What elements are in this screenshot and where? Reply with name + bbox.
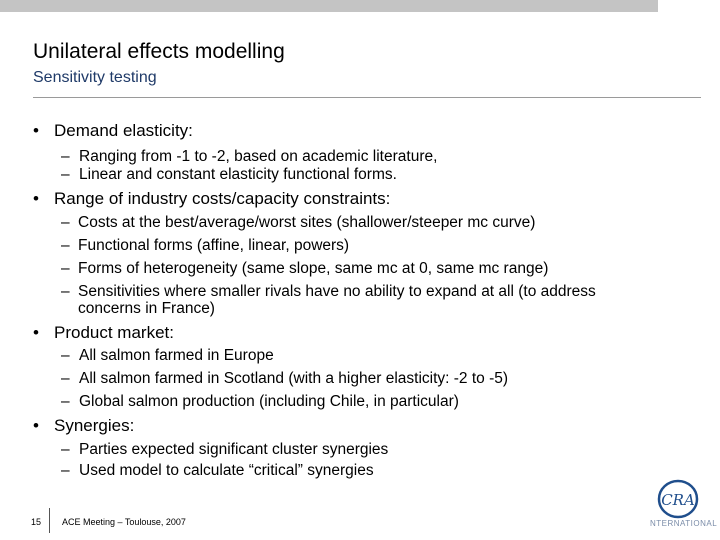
bullet-product-market [33,323,174,343]
bullet-marker: • [33,416,39,435]
bullet-demand-elasticity [33,121,193,141]
dash-marker: – [61,148,70,165]
sub-item-text: All salmon farmed in Scotland (with a higher elasticity: -2 to -5) [79,370,509,387]
logo-text: CRA [661,491,695,509]
title-divider [33,97,701,98]
sub-item-text: Parties expected significant cluster synergies [79,441,389,458]
dash-marker: – [61,462,70,479]
sub-item-text: Used model to calculate “critical” synergies [79,462,374,479]
dash-marker: – [61,260,70,277]
dash-marker: – [61,393,70,410]
sub-item-text: concerns in France) [78,300,215,317]
bullet-label: Synergies: [54,416,135,435]
dash-marker: – [61,166,70,183]
sub-item-text: Sensitivities where smaller rivals have no ability to expand at all (to address [78,283,596,300]
slide-title: Unilateral effects modelling [33,40,285,63]
cra-logo [656,479,700,519]
sub-item-text: Functional forms (affine, linear, powers) [78,237,350,254]
dash-marker: – [61,347,70,364]
bullet-marker: • [33,323,39,342]
sub-item-text: Linear and constant elasticity functional forms. [79,166,397,183]
sub-item-text: All salmon farmed in Europe [79,347,274,364]
dash-marker: – [61,214,70,231]
logo-subtext: NTERNATIONAL [650,519,718,528]
bullet-marker: • [33,121,39,140]
bullet-industry-costs [33,189,390,209]
bullet-label: Range of industry costs/capacity constraints: [54,189,391,208]
slide-subtitle: Sensitivity testing [33,69,157,86]
dash-marker: – [61,283,70,300]
dash-marker: – [61,370,70,387]
sub-item-text: Global salmon production (including Chile, in particular) [79,393,459,410]
bullet-synergies [33,416,134,436]
bullet-label: Product market: [54,323,174,342]
page-number: 15 [31,517,42,527]
sub-item-text: Ranging from -1 to -2, based on academic literature, [79,148,438,165]
bullet-label: Demand elasticity: [54,121,193,140]
dash-marker: – [61,441,70,458]
sub-item-text: Costs at the best/average/worst sites (shallower/steeper mc curve) [78,214,536,231]
header-bar [0,0,658,12]
footer-event: ACE Meeting – Toulouse, 2007 [62,517,186,527]
sub-item-text: Forms of heterogeneity (same slope, same mc at 0, same mc range) [78,260,549,277]
dash-marker: – [61,237,70,254]
bullet-marker: • [33,189,39,208]
footer-divider [49,508,50,533]
